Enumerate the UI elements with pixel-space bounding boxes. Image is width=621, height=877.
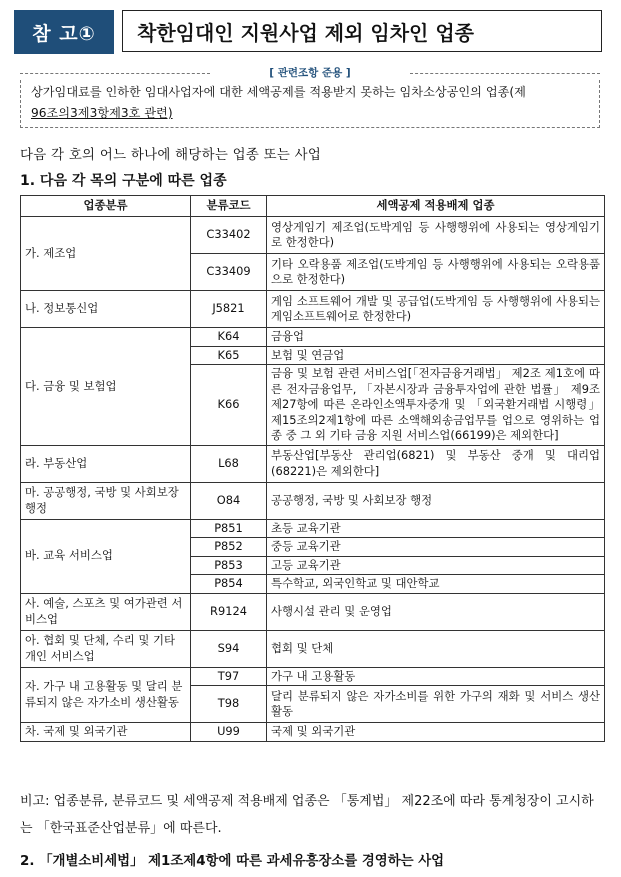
title-bar [14,10,604,54]
page-title: 착한임대인 지원사업 제외 임차인 업종 [122,10,602,52]
table-row [21,445,605,482]
table-row [21,593,605,630]
section-2-heading: 2. 「개별소비세법」 제1조제4항에 따른 과세유흥장소를 경영하는 사업 [20,854,445,869]
category-cell: 자. 가구 내 고용활동 및 달리 분류되지 않은 자가소비 생산활동 [21,667,191,723]
note-line-1: 상가임대료를 인하한 임대사업자에 대한 세액공제를 적용받지 못하는 임차소상공인의 업종(제 [31,85,526,99]
code-cell: O84 [191,482,267,519]
category-cell: 아. 협회 및 단체, 수리 및 기타 개인 서비스업 [21,630,191,667]
desc-cell: 공공행정, 국방 및 사회보장 행정 [267,482,605,519]
reference-label: 참 고① [14,10,114,54]
desc-cell: 영상게임기 제조업(도박게임 등 사행행위에 사용되는 영상게임기로 한정한다) [267,217,605,254]
table-header-row [21,196,605,217]
desc-cell: 초등 교육기관 [267,519,605,538]
intro-text: 다음 각 호의 어느 하나에 해당하는 업종 또는 사업 [20,148,322,163]
desc-cell: 고등 교육기관 [267,556,605,575]
desc-cell: 기타 오락용품 제조업(도박게임 등 사행행위에 사용되는 오락용품으로 한정한다) [267,254,605,291]
table-row [21,217,605,254]
code-cell: L68 [191,445,267,482]
excluded-industry-table [20,195,605,742]
desc-cell: 협회 및 단체 [267,630,605,667]
header-category: 업종분류 [21,196,191,217]
category-cell: 사. 예술, 스포츠 및 여가관련 서비스업 [21,593,191,630]
code-cell: T97 [191,667,267,686]
header-excluded-business: 세액공제 적용배제 업종 [267,196,605,217]
code-cell: C33409 [191,254,267,291]
code-cell: K66 [191,365,267,446]
header-code: 분류코드 [191,196,267,217]
category-cell: 나. 정보통신업 [21,291,191,328]
table-row [21,291,605,328]
code-cell: T98 [191,686,267,723]
code-cell: P852 [191,538,267,557]
category-cell: 다. 금융 및 보험업 [21,328,191,446]
related-provision-note [20,66,600,128]
desc-cell: 금융 및 보험 관련 서비스업[「전자금융거래법」 제2조 제1호에 따른 전자금융업무, 「자본시장과 금융투자업에 관한 법률」 제9조제27항에 따른 온라인소액투자중개 및 「외국환거래법 시행령」 제15조의2제1항에 따른 소액해외송금업무를 업으로 영위하는 업종 중 그 외 기타 금융 지원 서비스업(66199)은 제외한다] [267,365,605,446]
table-row [21,482,605,519]
category-cell: 마. 공공행정, 국방 및 사회보장 행정 [21,482,191,519]
note-tag: [ 관련조항 준용 ] [20,66,600,80]
note-body [20,80,600,128]
code-cell: J5821 [191,291,267,328]
table-row [21,723,605,742]
table-row [21,328,605,347]
code-cell: U99 [191,723,267,742]
table-row [21,667,605,686]
code-cell: P854 [191,575,267,594]
desc-cell: 중등 교육기관 [267,538,605,557]
table-footnote: 비고: 업종분류, 분류코드 및 세액공제 적용배제 업종은 「통계법」 제22조에 따라 통계청장이 고시하는 「한국표준산업분류」에 따른다. [20,794,594,836]
code-cell: C33402 [191,217,267,254]
code-cell: K64 [191,328,267,347]
code-cell: P851 [191,519,267,538]
table-row [21,630,605,667]
desc-cell: 게임 소프트웨어 개발 및 공급업(도박게임 등 사행행위에 사용되는 게임소프트웨어로 한정한다) [267,291,605,328]
desc-cell: 부동산업[부동산 관리업(6821) 및 부동산 중개 및 대리업(68221)은 제외한다] [267,445,605,482]
table-row [21,519,605,538]
code-cell: R9124 [191,593,267,630]
desc-cell: 금융업 [267,328,605,347]
category-cell: 바. 교육 서비스업 [21,519,191,593]
category-cell: 가. 제조업 [21,217,191,291]
desc-cell: 국제 및 외국기관 [267,723,605,742]
note-line-2: 96조의3제3항제3호 관련) [31,106,173,120]
desc-cell: 사행시설 관리 및 운영업 [267,593,605,630]
desc-cell: 보험 및 연금업 [267,346,605,365]
category-cell: 라. 부동산업 [21,445,191,482]
desc-cell: 달리 분류되지 않은 자가소비를 위한 가구의 재화 및 서비스 생산활동 [267,686,605,723]
desc-cell: 가구 내 고용활동 [267,667,605,686]
code-cell: S94 [191,630,267,667]
desc-cell: 특수학교, 외국인학교 및 대안학교 [267,575,605,594]
code-cell: P853 [191,556,267,575]
category-cell: 차. 국제 및 외국기관 [21,723,191,742]
section-1-heading: 1. 다음 각 목의 구분에 따른 업종 [20,173,227,189]
code-cell: K65 [191,346,267,365]
